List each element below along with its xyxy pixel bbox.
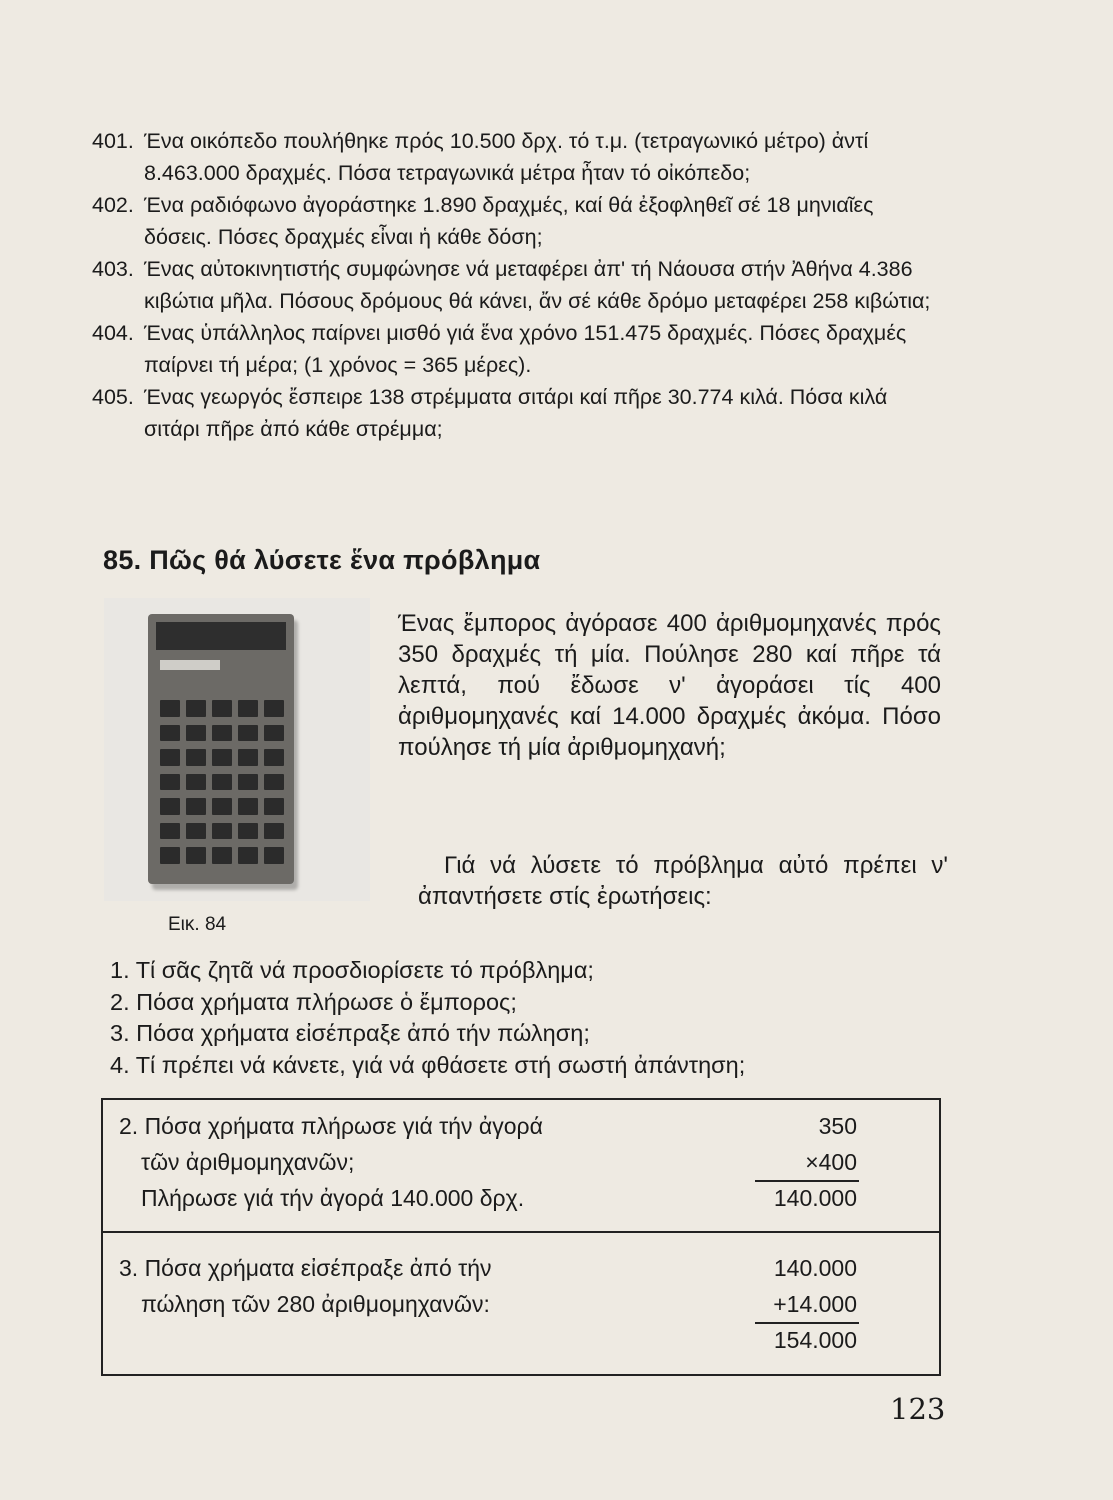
solution-2-line-1: 2. Πόσα χρήματα πλήρωσε γιά τήν ἀγορά bbox=[119, 1113, 543, 1139]
solution-box bbox=[101, 1098, 941, 1376]
exercise-number: 403. bbox=[92, 257, 134, 281]
solution-2-result: 140.000 bbox=[773, 1185, 857, 1211]
solution-3-line-2: πώληση τῶν 280 ἀριθμομηχανῶν: bbox=[141, 1291, 490, 1317]
question-list bbox=[110, 955, 950, 1081]
exercise-403 bbox=[92, 254, 942, 317]
solution-3-operand-1: 140.000 bbox=[773, 1255, 857, 1281]
solution-2-rule bbox=[755, 1180, 859, 1182]
solution-2-operand-1: 350 bbox=[818, 1113, 857, 1139]
section-title: 85. Πῶς θά λύσετε ἕνα πρόβλημα bbox=[103, 545, 541, 575]
question-4: 4. Τί πρέπει νά κάνετε, γιά νά φθάσετε στή σωστή ἀπάντηση; bbox=[110, 1051, 746, 1078]
solution-2-operand-2: ×400 bbox=[805, 1149, 857, 1175]
solution-3-result: 154.000 bbox=[773, 1327, 857, 1353]
solution-3-rule bbox=[755, 1322, 859, 1324]
exercise-text: Ένας αὐτοκινητιστής συμφώνησε νά μεταφέρει ἀπ' τή Νάουσα στήν Ἀθήνα 4.386 κιβώτια μῆλα. Πόσους δρόμους θά κάνει, ἄν σέ κάθε δρόμο μεταφέρει 258 κιβώτια; bbox=[144, 257, 931, 313]
exercise-text: Ένας ὑπάλληλος παίρνει μισθό γιά ἕνα χρόνο 151.475 δραχμές. Πόσες δραχμές παίρνει τή μέρα; (1 χρόνος = 365 μέρες). bbox=[144, 321, 907, 377]
exercise-text: Ένα οικόπεδο πουλήθηκε πρός 10.500 δρχ. τό τ.μ. (τετραγωνικό μέτρο) ἀντί 8.463.000 δραχμές. Πόσα τετραγωνικά μέτρα ἦταν τό οἰκόπεδο; bbox=[144, 129, 869, 185]
solution-3-line-1: 3. Πόσα χρήματα εἰσέπραξε ἀπό τήν bbox=[119, 1255, 492, 1281]
exercise-list bbox=[92, 126, 942, 446]
solution-divider bbox=[103, 1231, 939, 1233]
exercise-404 bbox=[92, 318, 942, 381]
answer-lead: Γιά νά λύσετε τό πρόβλημα αὐτό πρέπει ν' ἀπαντήσετε στίς ἐρωτήσεις: bbox=[418, 852, 948, 910]
solution-2-line-2: τῶν ἀριθμομηχανῶν; bbox=[141, 1149, 355, 1175]
exercise-number: 405. bbox=[92, 385, 134, 409]
exercise-402 bbox=[92, 190, 942, 253]
calculator-display bbox=[156, 622, 286, 650]
exercise-number: 402. bbox=[92, 193, 134, 217]
question-2: 2. Πόσα χρήματα πλήρωσε ὁ ἔμπορος; bbox=[110, 988, 517, 1015]
exercise-405 bbox=[92, 382, 942, 445]
exercise-number: 404. bbox=[92, 321, 134, 345]
solution-3-operand-2: +14.000 bbox=[773, 1291, 857, 1317]
figure-caption: Εικ. 84 bbox=[168, 914, 227, 935]
question-1: 1. Τί σᾶς ζητᾶ νά προσδιορίσετε τό πρόβλημα; bbox=[110, 957, 594, 983]
exercise-number: 401. bbox=[92, 129, 134, 153]
intro-problem: Ένας ἔμπορος ἀγόρασε 400 ἀριθμομηχανές πρός 350 δραχμές τή μία. Πούλησε 280 καί πῆρε τά λεπτά, πού ἔδωσε ν' ἀγοράσει τίς 400 ἀριθμομηχανές καί 14.000 δραχμές ἀκόμα. Πόσο πούλησε τή μία ἀριθμομηχανή; bbox=[398, 610, 941, 761]
question-3: 3. Πόσα χρήματα εἰσέπραξε ἀπό τήν πώληση; bbox=[110, 1020, 590, 1046]
calculator-keypad bbox=[160, 700, 284, 864]
page-number: 123 bbox=[890, 1392, 946, 1426]
calculator-brand-strip bbox=[160, 660, 220, 670]
exercise-text: Ένας γεωργός ἔσπειρε 138 στρέμματα σιτάρι καί πῆρε 30.774 κιλά. Πόσα κιλά σιτάρι πῆρε ἀπό κάθε στρέμμα; bbox=[144, 385, 888, 441]
calculator-icon bbox=[148, 614, 294, 884]
solution-2-line-3: Πλήρωσε γιά τήν ἀγορά 140.000 δρχ. bbox=[141, 1185, 525, 1211]
calculator-photo bbox=[104, 598, 370, 901]
exercise-text: Ένα ραδιόφωνο ἀγοράστηκε 1.890 δραχμές, καί θά ἐξοφληθεῖ σέ 18 μηνιαῖες δόσεις. Πόσες δραχμές εἶναι ἡ κάθε δόση; bbox=[144, 193, 874, 249]
exercise-401 bbox=[92, 126, 942, 189]
